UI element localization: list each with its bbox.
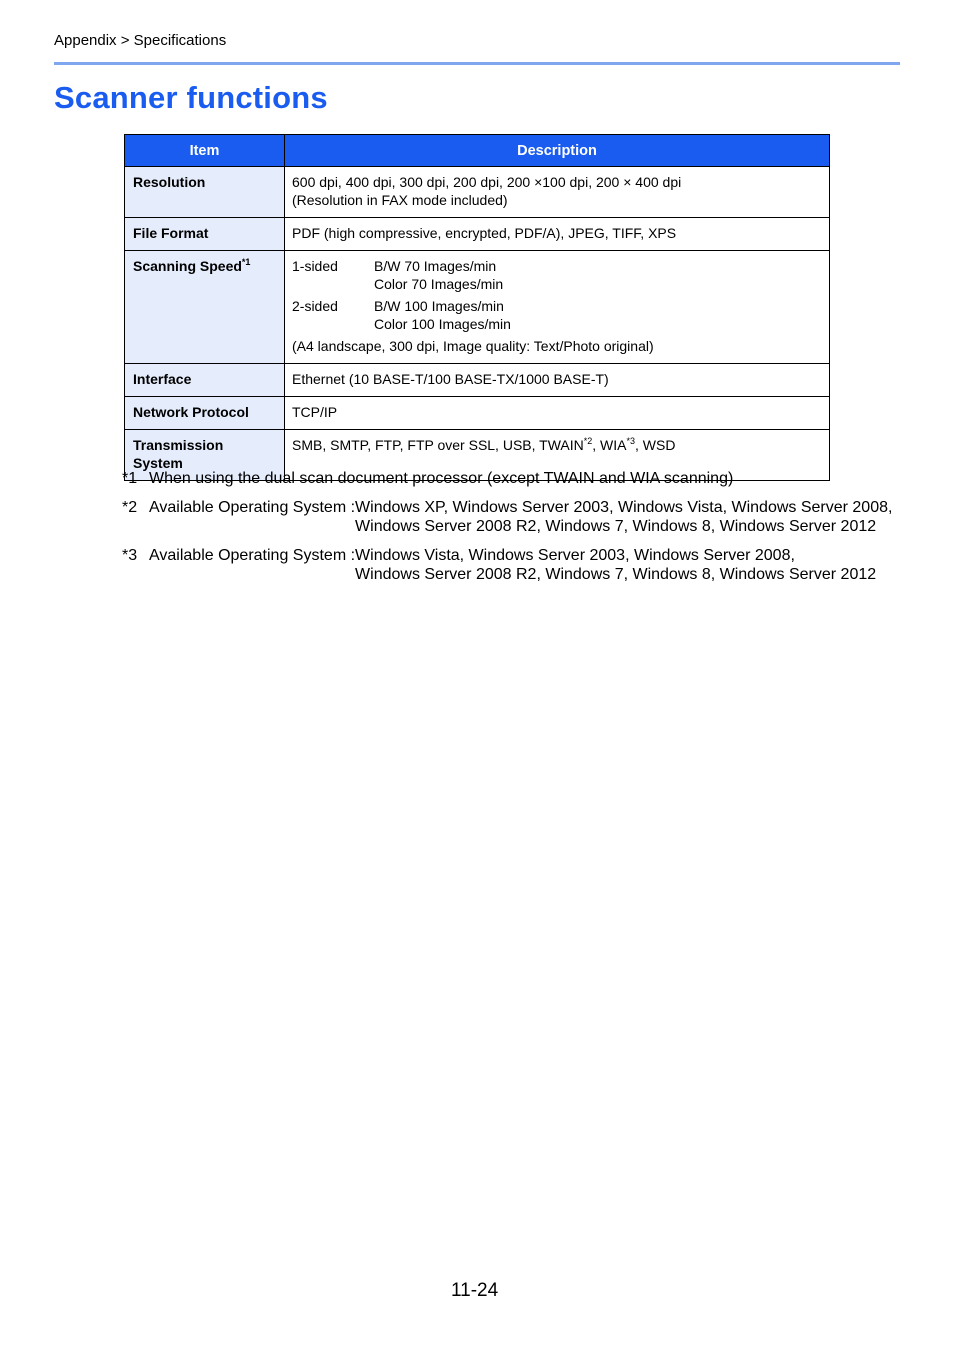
- row-value-network-protocol: TCP/IP: [285, 397, 830, 430]
- row-value-resolution: [285, 167, 830, 218]
- column-header-item: Item: [125, 135, 285, 167]
- spec-table: [124, 134, 830, 481]
- sided-label: 2-sided: [292, 298, 338, 314]
- row-value-scanning-speed: [285, 251, 830, 364]
- transmission-label-line: System: [133, 455, 183, 471]
- header-divider: [54, 62, 900, 65]
- table-row: [125, 167, 830, 218]
- os-line: Windows XP, Windows Server 2003, Windows Vista, Windows Server 2008,: [355, 499, 893, 516]
- footnote-ref: *2: [583, 436, 593, 446]
- row-label-interface: Interface: [125, 364, 285, 397]
- breadcrumb: Appendix > Specifications: [54, 32, 227, 49]
- speed-group-one-sided: [292, 257, 822, 293]
- table-row: [125, 364, 830, 397]
- row-label-network-protocol: Network Protocol: [125, 397, 285, 430]
- footnote-ref: *3: [626, 436, 636, 446]
- transmission-label-line: Transmission: [133, 437, 224, 453]
- footnote-text: When using the dual scan document processor (except TWAIN and WIA scanning): [149, 470, 734, 487]
- transmission-text: , WIA: [592, 437, 627, 453]
- scanning-speed-label: Scanning Speed: [133, 258, 242, 274]
- footnote-label: Available Operating System :: [149, 499, 356, 516]
- transmission-text: , WSD: [635, 437, 676, 453]
- footnote-mark: *2: [122, 499, 138, 516]
- table-header-row: [125, 135, 830, 167]
- speed-note: (A4 landscape, 300 dpi, Image quality: Text/Photo original): [292, 338, 654, 354]
- table-row: [125, 251, 830, 364]
- os-line: Windows Server 2008 R2, Windows 7, Windows 8, Windows Server 2012: [355, 566, 877, 583]
- os-line: Windows Vista, Windows Server 2003, Windows Server 2008,: [355, 547, 795, 564]
- resolution-line: (Resolution in FAX mode included): [292, 192, 508, 208]
- footnote-os-list: [355, 498, 892, 536]
- row-label-resolution: Resolution: [125, 167, 285, 218]
- footnote-mark: *3: [122, 547, 138, 564]
- page-title: Scanner functions: [54, 80, 328, 115]
- speed-bw: B/W 70 Images/min: [374, 258, 497, 274]
- row-value-file-format: PDF (high compressive, encrypted, PDF/A), JPEG, TIFF, XPS: [285, 218, 830, 251]
- resolution-line: 600 dpi, 400 dpi, 300 dpi, 200 dpi, 200 ×100 dpi, 200 × 400 dpi: [292, 174, 682, 190]
- row-label-scanning-speed: [125, 251, 285, 364]
- transmission-text: SMB, SMTP, FTP, FTP over SSL, USB, TWAIN: [292, 437, 584, 453]
- table-row: [125, 218, 830, 251]
- footnote-label: Available Operating System :: [149, 547, 356, 564]
- row-value-interface: Ethernet (10 BASE-T/100 BASE-TX/1000 BASE-T): [285, 364, 830, 397]
- table-row: [125, 397, 830, 430]
- footnote-mark: *1: [122, 470, 138, 487]
- footnote-os-list: [355, 546, 876, 584]
- row-label-file-format: File Format: [125, 218, 285, 251]
- footnotes: [122, 469, 912, 594]
- speed-group-two-sided: [292, 297, 822, 333]
- page-number: 11-24: [451, 1280, 499, 1301]
- speed-color: Color 100 Images/min: [374, 316, 511, 332]
- os-line: Windows Server 2008 R2, Windows 7, Windows 8, Windows Server 2012: [355, 518, 877, 535]
- footnote-ref: *1: [241, 257, 251, 267]
- speed-bw: B/W 100 Images/min: [374, 298, 504, 314]
- footnote-3: [122, 546, 912, 584]
- footnote-2: [122, 498, 912, 536]
- speed-color: Color 70 Images/min: [374, 276, 504, 292]
- footnote-1: [122, 469, 912, 488]
- column-header-description: Description: [285, 135, 830, 167]
- sided-label: 1-sided: [292, 258, 338, 274]
